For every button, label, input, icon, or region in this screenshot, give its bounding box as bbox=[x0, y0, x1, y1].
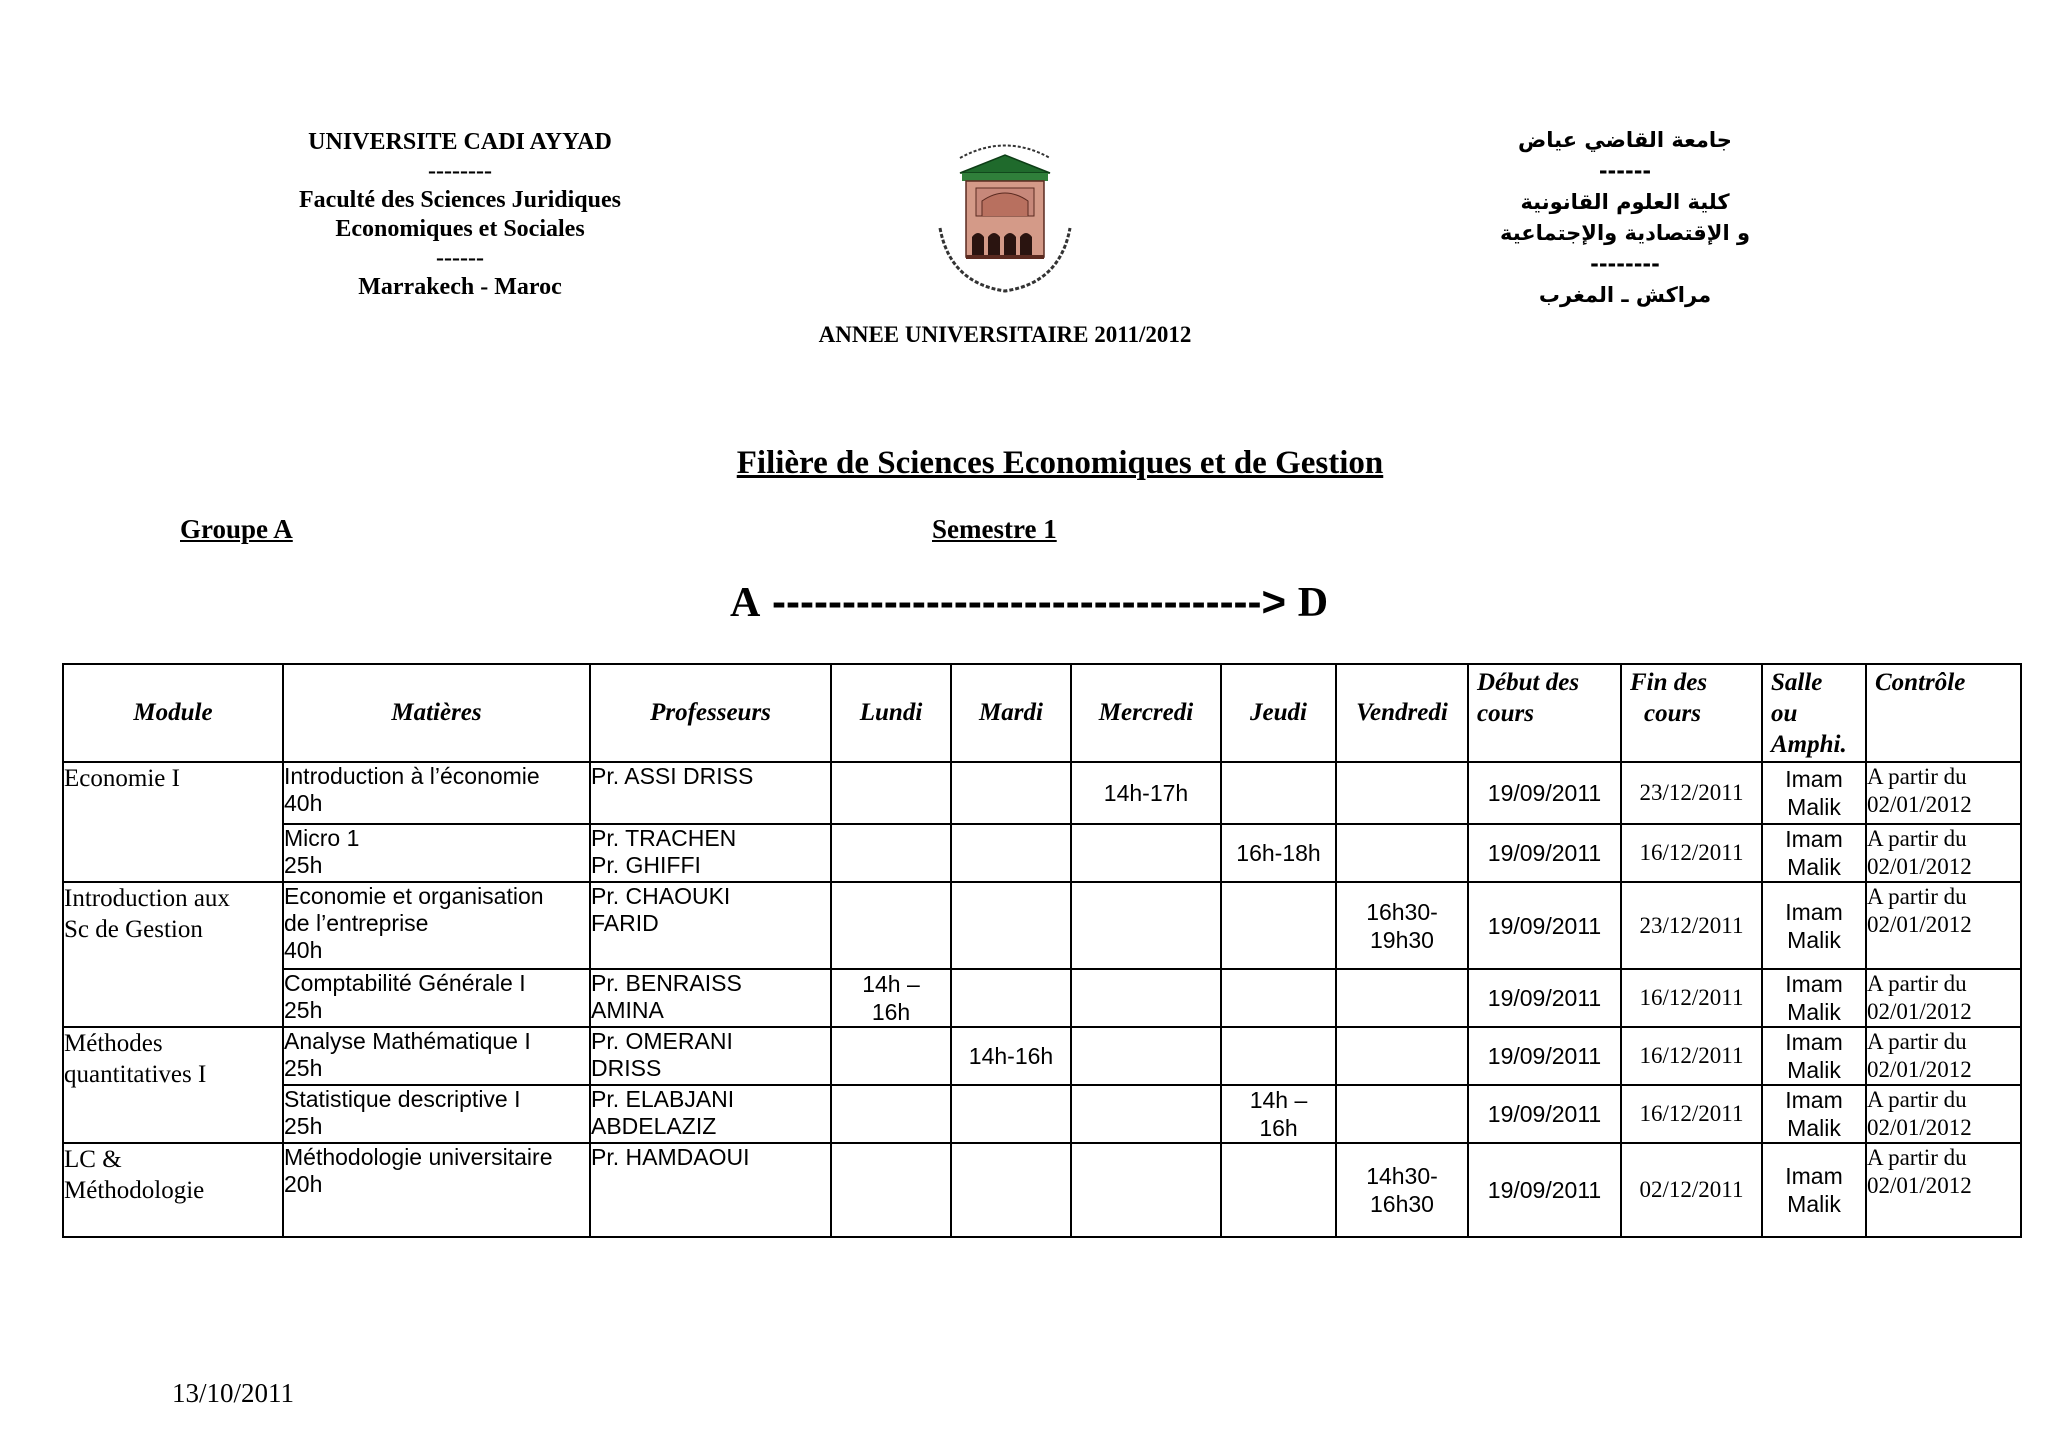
salle-cell bbox=[1762, 882, 1866, 969]
fin-cell: 16/12/2011 bbox=[1621, 1027, 1762, 1085]
vendredi-cell bbox=[1336, 762, 1468, 824]
salle-line1: Imam bbox=[1785, 898, 1843, 925]
matiere-cell bbox=[283, 1085, 590, 1143]
controle-cell bbox=[1866, 1027, 2021, 1085]
header-mercredi: Mercredi bbox=[1071, 664, 1221, 762]
module-name-line1: LC & bbox=[64, 1146, 122, 1173]
range-arrow: -----------------------------------> bbox=[760, 578, 1298, 625]
debut-cell: 19/09/2011 bbox=[1468, 1143, 1621, 1237]
header-debut-line1: Début des bbox=[1477, 669, 1580, 696]
salle-line2: Malik bbox=[1787, 926, 1841, 953]
professeur-cell bbox=[590, 1027, 831, 1085]
vendredi-time-end: 19h30 bbox=[1370, 926, 1434, 953]
module-cell bbox=[63, 1027, 283, 1143]
salle-cell bbox=[1762, 1085, 1866, 1143]
vendredi-time-start: 16h30- bbox=[1366, 898, 1438, 925]
header-fin-line2: cours bbox=[1644, 700, 1701, 727]
header-debut bbox=[1468, 664, 1621, 762]
module-name: Economie I bbox=[64, 765, 180, 792]
fin-cell: 16/12/2011 bbox=[1621, 969, 1762, 1027]
matiere-cell bbox=[283, 1027, 590, 1085]
professeur-name: Pr. ASSI DRISS bbox=[591, 763, 754, 789]
footer-date: 13/10/2011 bbox=[172, 1378, 295, 1408]
fin-cell: 16/12/2011 bbox=[1621, 824, 1762, 882]
debut-cell: 19/09/2011 bbox=[1468, 882, 1621, 969]
mercredi-cell bbox=[1071, 969, 1221, 1027]
jeudi-cell bbox=[1221, 1027, 1336, 1085]
table-row bbox=[63, 969, 2021, 1027]
header-salle-line1: Salle bbox=[1771, 669, 1823, 696]
professeur-cell bbox=[590, 882, 831, 969]
mardi-cell bbox=[951, 882, 1071, 969]
controle-line2: 02/01/2012 bbox=[1867, 1057, 1972, 1082]
salle-line2: Malik bbox=[1787, 1057, 1841, 1083]
header-left-block bbox=[270, 128, 650, 302]
header-vendredi: Vendredi bbox=[1336, 664, 1468, 762]
salle-cell bbox=[1762, 824, 1866, 882]
debut-cell: 19/09/2011 bbox=[1468, 762, 1621, 824]
controle-cell bbox=[1866, 824, 2021, 882]
controle-line2: 02/01/2012 bbox=[1867, 999, 1972, 1024]
page-title: Filière de Sciences Economiques et de Gestion bbox=[736, 445, 1384, 481]
lundi-cell bbox=[831, 969, 951, 1027]
vendredi-time-start: 14h30- bbox=[1366, 1163, 1438, 1189]
controle-cell bbox=[1866, 1143, 2021, 1237]
range-to: D bbox=[1297, 580, 1329, 626]
header-salle-line3: Amphi. bbox=[1771, 731, 1847, 758]
controle-line2: 02/01/2012 bbox=[1867, 854, 1972, 879]
academic-year: ANNEE UNIVERSITAIRE 2011/2012 bbox=[818, 322, 1192, 347]
header-professeurs: Professeurs bbox=[590, 664, 831, 762]
mercredi-cell bbox=[1071, 824, 1221, 882]
matiere-name: Comptabilité Générale I bbox=[284, 970, 526, 996]
matiere-name: Méthodologie universitaire bbox=[284, 1144, 553, 1170]
salle-line2: Malik bbox=[1787, 794, 1841, 820]
controle-line2: 02/01/2012 bbox=[1867, 912, 1972, 937]
city-fr: Marrakech - Maroc bbox=[358, 274, 562, 300]
city-ar: مراكش ـ المغرب bbox=[1538, 283, 1712, 307]
mardi-cell bbox=[951, 824, 1071, 882]
jeudi-time-end: 16h bbox=[1259, 1115, 1298, 1141]
jeudi-cell bbox=[1221, 882, 1336, 969]
vendredi-cell bbox=[1336, 824, 1468, 882]
group-label: Groupe A bbox=[180, 514, 293, 544]
salle-line2: Malik bbox=[1787, 999, 1841, 1025]
professeur-cell bbox=[590, 969, 831, 1027]
lundi-cell bbox=[831, 1085, 951, 1143]
module-name-line2: Méthodologie bbox=[64, 1177, 205, 1204]
vendredi-time-end: 16h30 bbox=[1370, 1191, 1434, 1217]
mercredi-cell bbox=[1071, 1027, 1221, 1085]
debut-cell: 19/09/2011 bbox=[1468, 1027, 1621, 1085]
faculty-name-fr-line1: Faculté des Sciences Juridiques bbox=[299, 187, 621, 213]
salle-cell bbox=[1762, 762, 1866, 824]
professeur-name-line2: AMINA bbox=[591, 997, 664, 1023]
controle-cell bbox=[1866, 1085, 2021, 1143]
separator: -------- bbox=[428, 158, 492, 184]
professeur-name-line2: ABDELAZIZ bbox=[591, 1113, 717, 1139]
matiere-name: Economie et organisation bbox=[284, 883, 544, 909]
professeur-name: Pr. TRACHEN bbox=[591, 825, 737, 851]
professeur-name: Pr. CHAOUKI bbox=[591, 883, 731, 909]
vendredi-cell bbox=[1336, 1085, 1468, 1143]
header-right-block bbox=[1460, 125, 1790, 311]
controle-cell bbox=[1866, 882, 2021, 969]
professeur-cell bbox=[590, 1085, 831, 1143]
controle-line1: A partir du bbox=[1867, 884, 1967, 909]
module-cell bbox=[63, 882, 283, 1027]
faculty-name-ar-line2: و الإقتصادية والإجتماعية bbox=[1499, 221, 1751, 245]
lundi-cell bbox=[831, 1027, 951, 1085]
matiere-cell bbox=[283, 969, 590, 1027]
controle-cell bbox=[1866, 762, 2021, 824]
header-module: Module bbox=[63, 664, 283, 762]
lundi-cell bbox=[831, 882, 951, 969]
matiere-hours: 20h bbox=[284, 1171, 323, 1197]
vendredi-cell bbox=[1336, 882, 1468, 969]
matiere-cell bbox=[283, 824, 590, 882]
professeur-name: Pr. ELABJANI bbox=[591, 1086, 735, 1112]
matiere-hours: 25h bbox=[284, 997, 323, 1023]
jeudi-cell bbox=[1221, 1143, 1336, 1237]
professeur-cell bbox=[590, 824, 831, 882]
salle-cell bbox=[1762, 969, 1866, 1027]
alphabet-range bbox=[730, 578, 1328, 627]
header-fin bbox=[1621, 664, 1762, 762]
vendredi-cell bbox=[1336, 1143, 1468, 1237]
header-fin-line1: Fin des bbox=[1630, 669, 1708, 696]
salle-line1: Imam bbox=[1785, 971, 1843, 997]
professeur-name: Pr. HAMDAOUI bbox=[591, 1144, 750, 1170]
matiere-name: Introduction à l’économie bbox=[284, 763, 540, 789]
header-salle bbox=[1762, 664, 1866, 762]
salle-line1: Imam bbox=[1785, 1087, 1843, 1113]
professeur-name: Pr. GHIFFI bbox=[591, 852, 701, 878]
mardi-cell bbox=[951, 1143, 1071, 1237]
module-cell bbox=[63, 762, 283, 882]
salle-line1: Imam bbox=[1785, 766, 1843, 792]
table-row bbox=[63, 882, 2021, 969]
faculty-name-fr-line2: Economiques et Sociales bbox=[335, 216, 585, 242]
separator: -------- bbox=[1590, 252, 1660, 276]
matiere-cell bbox=[283, 762, 590, 824]
salle-line2: Malik bbox=[1787, 854, 1841, 880]
professeur-cell bbox=[590, 1143, 831, 1237]
debut-cell: 19/09/2011 bbox=[1468, 1085, 1621, 1143]
matiere-name-line2: de l’entreprise bbox=[284, 910, 429, 936]
controle-line1: A partir du bbox=[1867, 826, 1967, 851]
vendredi-cell bbox=[1336, 1027, 1468, 1085]
mercredi-cell: 14h-17h bbox=[1071, 762, 1221, 824]
salle-line1: Imam bbox=[1785, 826, 1843, 852]
fin-cell: 23/12/2011 bbox=[1621, 882, 1762, 969]
header-debut-line2: cours bbox=[1477, 700, 1534, 727]
mardi-cell bbox=[951, 762, 1071, 824]
table-row bbox=[63, 1143, 2021, 1237]
salle-cell bbox=[1762, 1027, 1866, 1085]
matiere-hours: 40h bbox=[284, 790, 323, 816]
salle-line1: Imam bbox=[1785, 1029, 1843, 1055]
professeur-cell bbox=[590, 762, 831, 824]
professeur-name: Pr. BENRAISS bbox=[591, 970, 742, 996]
fin-cell: 16/12/2011 bbox=[1621, 1085, 1762, 1143]
table-row bbox=[63, 824, 2021, 882]
faculty-name-ar-line1: كلية العلوم القانونية bbox=[1520, 190, 1730, 214]
matiere-hours: 25h bbox=[284, 1055, 323, 1081]
matiere-name: Micro 1 bbox=[284, 825, 360, 851]
header-lundi: Lundi bbox=[831, 664, 951, 762]
module-name-line2: quantitatives I bbox=[64, 1061, 207, 1088]
matiere-name: Analyse Mathématique I bbox=[284, 1028, 531, 1054]
lundi-cell bbox=[831, 824, 951, 882]
mardi-cell bbox=[951, 1085, 1071, 1143]
header-mardi: Mardi bbox=[951, 664, 1071, 762]
controle-line1: A partir du bbox=[1867, 1029, 1967, 1054]
module-cell bbox=[63, 1143, 283, 1237]
table-row bbox=[63, 762, 2021, 824]
lundi-cell bbox=[831, 762, 951, 824]
salle-line1: Imam bbox=[1785, 1163, 1843, 1189]
controle-cell bbox=[1866, 969, 2021, 1027]
controle-line1: A partir du bbox=[1867, 971, 1967, 996]
fin-cell: 23/12/2011 bbox=[1621, 762, 1762, 824]
lundi-time-start: 14h – bbox=[862, 971, 920, 997]
mercredi-cell bbox=[1071, 1143, 1221, 1237]
professeur-name: Pr. OMERANI bbox=[591, 1028, 733, 1054]
professeur-name-line2: DRISS bbox=[591, 1055, 662, 1081]
fin-cell: 02/12/2011 bbox=[1621, 1143, 1762, 1237]
range-from: A bbox=[730, 580, 761, 626]
salle-cell bbox=[1762, 1143, 1866, 1237]
module-name-line1: Introduction aux bbox=[64, 885, 230, 912]
jeudi-cell: 16h-18h bbox=[1221, 824, 1336, 882]
salle-line2: Malik bbox=[1787, 1191, 1841, 1217]
jeudi-time-start: 14h – bbox=[1249, 1087, 1308, 1113]
controle-line2: 02/01/2012 bbox=[1867, 1173, 1972, 1198]
jeudi-cell bbox=[1221, 1085, 1336, 1143]
header-salle-line2: ou bbox=[1771, 700, 1798, 727]
matiere-cell bbox=[283, 1143, 590, 1237]
header-matieres: Matières bbox=[283, 664, 590, 762]
mardi-cell bbox=[951, 969, 1071, 1027]
debut-cell: 19/09/2011 bbox=[1468, 824, 1621, 882]
module-name-line2: Sc de Gestion bbox=[64, 916, 203, 943]
jeudi-cell bbox=[1221, 762, 1336, 824]
matiere-hours: 40h bbox=[284, 937, 323, 963]
matiere-hours: 25h bbox=[284, 1113, 323, 1139]
semester-label: Semestre 1 bbox=[932, 514, 1057, 544]
university-name-fr: UNIVERSITE CADI AYYAD bbox=[308, 129, 612, 155]
university-emblem-icon bbox=[920, 133, 1090, 298]
module-name-line1: Méthodes bbox=[64, 1030, 163, 1057]
controle-line1: A partir du bbox=[1867, 1087, 1967, 1112]
mardi-cell: 14h-16h bbox=[951, 1027, 1071, 1085]
university-name-ar: جامعة القاضي عياض bbox=[1518, 128, 1732, 152]
table-row bbox=[63, 1027, 2021, 1085]
lundi-cell bbox=[831, 1143, 951, 1237]
table-row bbox=[63, 1085, 2021, 1143]
controle-line2: 02/01/2012 bbox=[1867, 1115, 1972, 1140]
controle-line1: A partir du bbox=[1867, 764, 1967, 789]
matiere-hours: 25h bbox=[284, 852, 323, 878]
header-controle: Contrôle bbox=[1866, 664, 2021, 762]
controle-line2: 02/01/2012 bbox=[1867, 792, 1972, 817]
vendredi-cell bbox=[1336, 969, 1468, 1027]
header-jeudi: Jeudi bbox=[1221, 664, 1336, 762]
matiere-cell bbox=[283, 882, 590, 969]
separator: ------ bbox=[436, 245, 484, 271]
schedule-table bbox=[62, 663, 2022, 1238]
controle-line1: A partir du bbox=[1867, 1145, 1967, 1170]
salle-line2: Malik bbox=[1787, 1115, 1841, 1141]
mercredi-cell bbox=[1071, 1085, 1221, 1143]
jeudi-cell bbox=[1221, 969, 1336, 1027]
table-header-row bbox=[63, 664, 2021, 762]
debut-cell: 19/09/2011 bbox=[1468, 969, 1621, 1027]
matiere-name: Statistique descriptive I bbox=[284, 1086, 521, 1112]
professeur-name-line2: FARID bbox=[591, 910, 659, 936]
separator: ------ bbox=[1598, 159, 1652, 183]
lundi-time-end: 16h bbox=[871, 999, 911, 1025]
mercredi-cell bbox=[1071, 882, 1221, 969]
